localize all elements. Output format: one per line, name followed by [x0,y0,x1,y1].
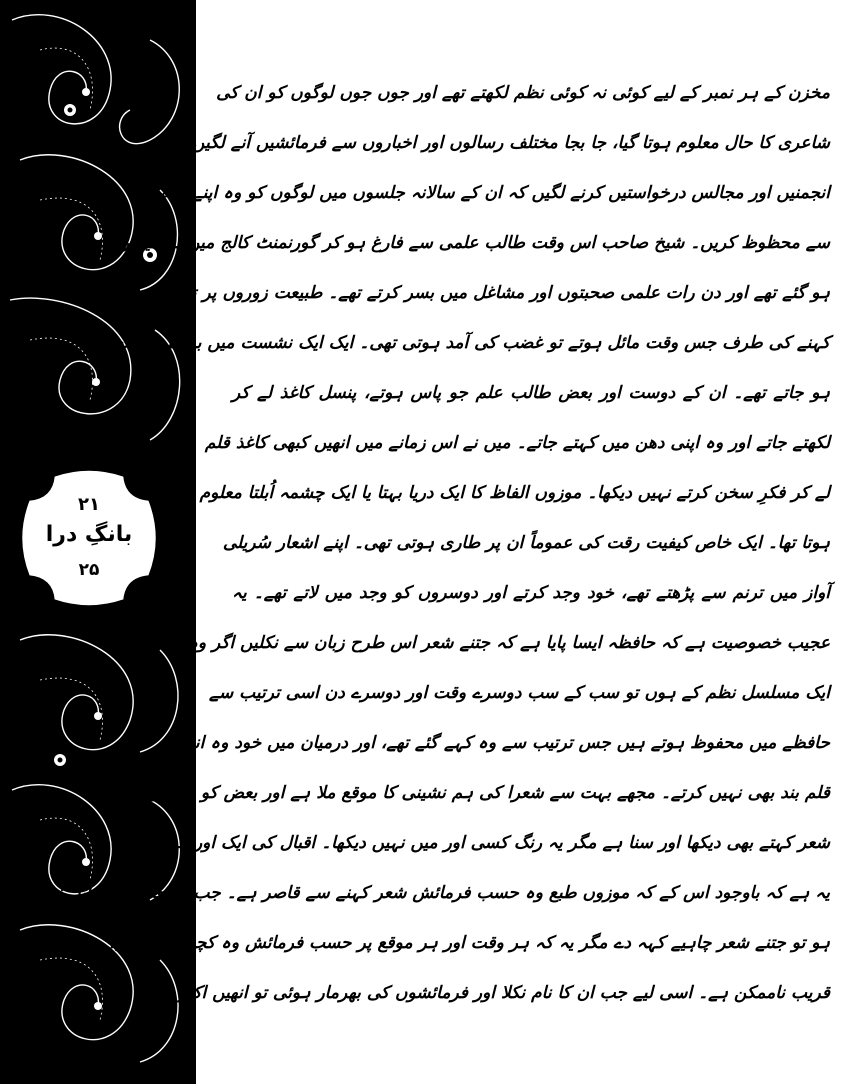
text-line: ہو تو جتنے شعر چاہیے کہہ دے مگر یہ کہ ہر وقت اور ہر موقع پر حسب فرمائش وہ کچھ لکھ سکے، یہ قریب [43,933,830,953]
page-number-bottom: ۲۵ [78,560,100,580]
text-line: ہو گئے تھے اور دن رات علمی صحبتوں اور مشاغل میں بسر کرتے تھے۔ طبیعت زوروں پر تھی، شعر [126,283,830,303]
text-line: یہ ہے کہ باوجود اس کے کہ موزوں طبع وہ حسب فرمائش شعر کہنے سے قاصر ہے۔ جب طبیعت خود مائل نظم [32,883,830,903]
text-line: شاعری کا حال معلوم ہوتا گیا، جا بجا مختلف رسالوں اور اخباروں سے فرمائشیں آنے لگیں اور [165,133,830,153]
text-line: ہوتا تھا۔ ایک خاص کیفیت رقت کی عموماً ان پر طاری ہوتی تھی۔ اپنے اشعار سُریلی [222,533,830,553]
text-line: کہنے کی طرف جس وقت مائل ہوتے تو غضب کی آمد ہوتی تھی۔ ایک ایک نشست میں بے شمار شعر [105,333,830,353]
text-line: لے کر فکرِ سخن کرتے نہیں دیکھا۔ موزوں الفاظ کا ایک دریا بہتا یا ایک چشمہ اُبلتا معلوم [199,483,830,503]
text-line: قلم بند بھی نہیں کرتے۔ مجھے بہت سے شعرا کی ہم نشینی کا موقع ملا ہے اور بعض کو میں نے [147,783,830,803]
page-number-top: ۲۱ [78,494,100,515]
text-line: آواز میں ترنم سے پڑھتے تھے، خود وجد کرتے اور دوسروں کو وجد میں لاتے تھے۔ یہ [232,583,830,603]
text-line: سے محظوظ کریں۔ شیخ صاحب اس وقت طالب علمی سے فارغ ہو کر گورنمنٹ کالج میں پروفیسر [121,233,830,253]
text-line: شعر کہتے بھی دیکھا اور سنا ہے مگر یہ رنگ کسی اور میں نہیں دیکھا۔ اقبال کی ایک اور خصوصیت [117,833,830,853]
text-line: ہو جاتے تھے۔ ان کے دوست اور بعض طالب علم جو پاس ہوتے، پنسل کاغذ لے کر [232,383,830,403]
text-line: قریب ناممکن ہے۔ اسی لیے جب ان کا نام نکلا اور فرمائشوں کی بھرمار ہوئی تو انھیں اکثر [178,983,830,1003]
book-title: بانگِ درا [45,522,133,547]
text-line: انجمنیں اور مجالس درخواستیں کرنے لگیں کہ ان کے سالانہ جلسوں میں لوگوں کو وہ اپنے کلام [158,183,830,203]
page-number-cartouche [14,468,164,608]
text-line: ایک مسلسل نظم کے ہوں تو سب کے سب دوسرے وقت اور دوسرے دن اسی ترتیب سے [209,683,830,703]
text-line: مخزن کے ہر نمبر کے لیے کوئی نہ کوئی نظم لکھتے تھے اور جوں جوں لوگوں کو ان کی [216,83,830,103]
text-line: حافظے میں محفوظ ہوتے ہیں جس ترتیب سے وہ کہے گئے تھے، اور درمیان میں خود وہ انھیں [169,733,830,753]
page-margin-right [850,0,864,1086]
text-line: لکھتے جاتے اور وہ اپنی دھن میں کہتے جاتے۔ میں نے اس زمانے میں انھیں کبھی کاغذ قلم [204,433,830,453]
text-line: عجیب خصوصیت ہے کہ حافظہ ایسا پایا ہے کہ جتنے شعر اس طرح زبان سے نکلیں اگر وہ [187,633,830,653]
